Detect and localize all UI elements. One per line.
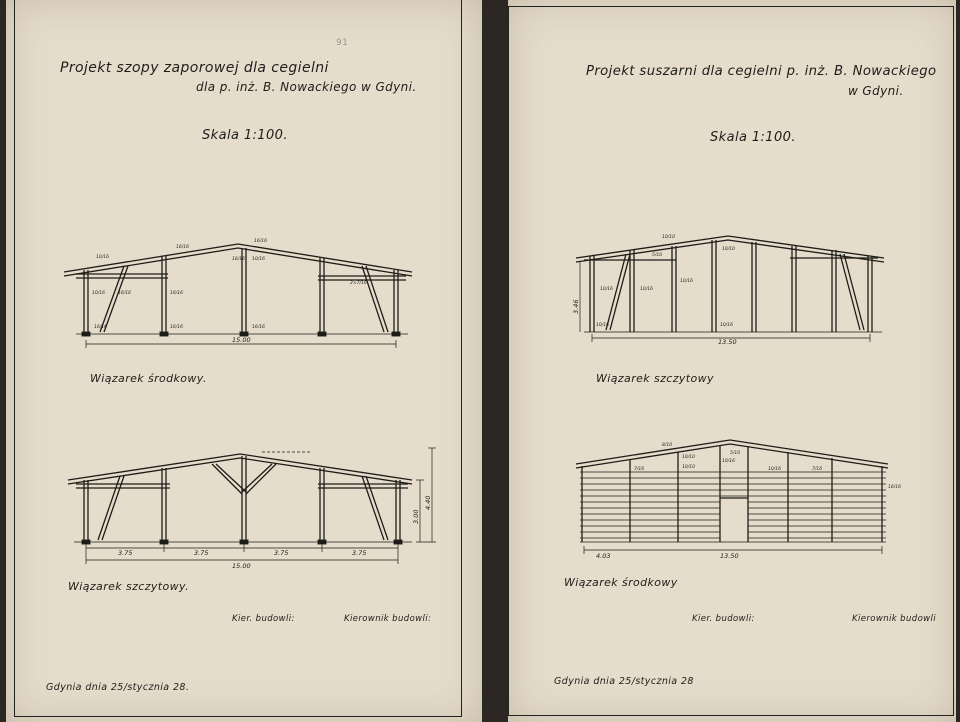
pencil-dimension: 4.03 xyxy=(596,552,611,560)
title-line-2: w Gdyni. xyxy=(848,84,904,98)
member-label: 10/16 xyxy=(596,323,609,328)
title-line-2: dla p. inż. B. Nowackiego w Gdyni. xyxy=(196,80,417,94)
member-label: 16/16 xyxy=(252,325,265,330)
member-label: 5/10 xyxy=(652,253,663,258)
sheet-border xyxy=(508,6,954,716)
member-label: 10/16 xyxy=(640,287,653,292)
drawing-caption: Wiązarek szczytowy xyxy=(596,372,714,385)
right-sheet xyxy=(508,0,956,722)
member-label: 10/16 xyxy=(720,323,733,328)
scale-label: Skala 1:100. xyxy=(710,130,796,145)
member-label: 16/16 xyxy=(118,291,131,296)
member-label: 10/16 xyxy=(96,255,109,260)
left-sheet xyxy=(6,0,482,722)
member-label: 7/16 xyxy=(812,467,823,472)
member-label: 16/16 xyxy=(94,325,107,330)
signature-label: Kier. budowli: xyxy=(232,614,295,624)
drawing-caption: Wiązarek środkowy xyxy=(564,576,678,589)
member-label: 16/16 xyxy=(888,485,901,490)
member-label: 2×7/16 xyxy=(350,281,367,286)
height-dimension: 3.46 xyxy=(572,299,580,314)
member-label: 16/16 xyxy=(176,245,189,250)
signature-label: Kierownik budowli xyxy=(852,614,937,624)
pencil-mark: 91 xyxy=(336,38,349,48)
date-line: Gdynia dnia 25/stycznia 28. xyxy=(46,682,190,693)
member-label: 10/16 xyxy=(600,287,613,292)
date-line: Gdynia dnia 25/stycznia 28 xyxy=(554,676,694,687)
wall-cladding xyxy=(580,472,886,538)
member-label: 10/16 xyxy=(722,459,735,464)
member-label: 7/16 xyxy=(634,467,645,472)
member-label: 16/16 xyxy=(254,239,267,244)
height-dimension: 4.40 xyxy=(424,495,432,510)
title-line-1: Projekt szopy zaporowej dla cegielni xyxy=(60,60,329,76)
height-dimension: 3.00 xyxy=(412,509,420,524)
title-line-1: Projekt suszarni dla cegielni p. inż. B. Nowackiego xyxy=(586,64,937,79)
member-label: 10/10 xyxy=(682,455,695,460)
member-label: 16/16 xyxy=(170,325,183,330)
span-dimension: 15.00 xyxy=(232,336,251,344)
member-label: 10/16 xyxy=(680,279,693,284)
truss-lines xyxy=(68,448,436,564)
bay-dimension: 3.75 xyxy=(352,549,367,557)
drawing-caption: Wiązarek szczytowy. xyxy=(68,580,189,593)
drying-shed-middle-truss xyxy=(570,432,900,562)
member-label: 10/16 xyxy=(768,467,781,472)
bay-dimension: 3.75 xyxy=(194,549,209,557)
signature-label: Kierownik budowli: xyxy=(344,614,432,624)
span-dimension: 13.50 xyxy=(718,338,737,346)
signature-label: Kier. budowli: xyxy=(692,614,755,624)
sheet-border xyxy=(14,0,462,717)
drawing-caption: Wiązarek środkowy. xyxy=(90,372,207,385)
member-label: 10/10 xyxy=(722,247,735,252)
member-label: 10/16 xyxy=(252,257,265,262)
bay-dimension: 3.75 xyxy=(274,549,289,557)
truss-drawing-middle xyxy=(56,236,426,356)
span-dimension: 15.00 xyxy=(232,562,251,570)
member-label: 10/16 xyxy=(92,291,105,296)
drying-shed-gable-truss xyxy=(566,228,896,348)
bay-dimension: 3.75 xyxy=(118,549,133,557)
scale-label: Skala 1:100. xyxy=(202,128,288,143)
member-label: 10/10 xyxy=(682,465,695,470)
truss-lines xyxy=(576,440,888,554)
member-label: 8/10 xyxy=(662,443,673,448)
span-dimension: 13.50 xyxy=(720,552,739,560)
truss-drawing-gable xyxy=(62,444,442,574)
member-label: 16/16 xyxy=(170,291,183,296)
member-label: 16/16 xyxy=(232,257,245,262)
member-label: 10/10 xyxy=(662,235,675,240)
member-label: 5/10 xyxy=(730,451,741,456)
